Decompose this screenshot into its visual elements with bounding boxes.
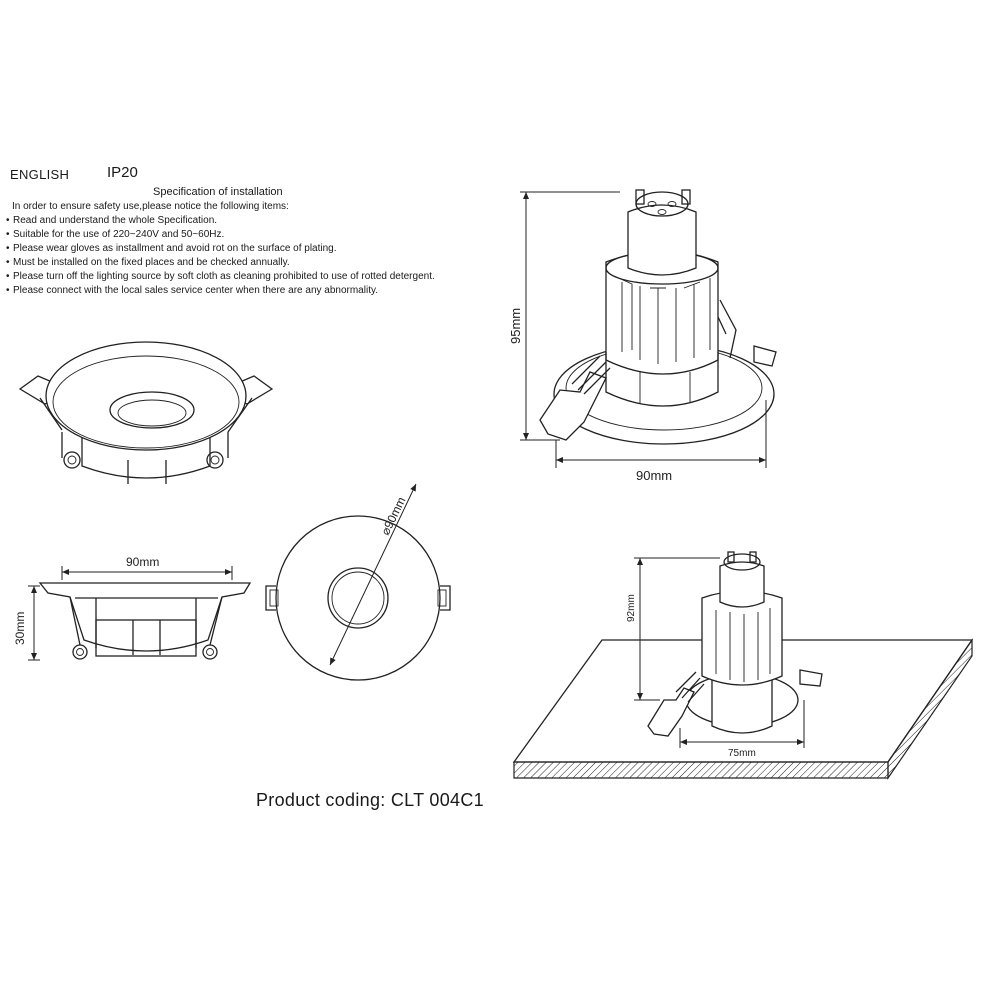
front-height-label: 30mm bbox=[13, 611, 27, 645]
spec-intro: In order to ensure safety use,please notice the following items: bbox=[12, 201, 289, 212]
language-label: ENGLISH bbox=[10, 167, 70, 182]
spec-item: • Please turn off the lighting source by soft cloth as cleaning prohibited to use of rotted detergent. bbox=[6, 270, 435, 284]
spec-item: • Suitable for the use of 220~240V and 50~60Hz. bbox=[6, 228, 435, 242]
ceiling-section bbox=[514, 762, 888, 778]
cutout-label: 75mm bbox=[728, 748, 756, 759]
installed-ceiling-view bbox=[514, 552, 972, 778]
lamp-width-label: 90mm bbox=[636, 468, 673, 483]
product-coding: Product coding: CLT 004C1 bbox=[256, 790, 484, 810]
fitting-top-view bbox=[266, 484, 450, 680]
front-width-label: 90mm bbox=[126, 555, 160, 569]
top-view-flange bbox=[276, 516, 440, 680]
spring-clip-right bbox=[754, 346, 776, 366]
flange-ring bbox=[46, 342, 246, 450]
fitting-front-view bbox=[28, 566, 250, 660]
ip-rating: IP20 bbox=[107, 164, 138, 181]
fitting-with-lamp-view bbox=[520, 190, 776, 468]
lamp-height-label: 95mm bbox=[508, 307, 523, 344]
diameter-label: ⌀90mm bbox=[378, 494, 409, 538]
spec-item: • Read and understand the whole Specification. bbox=[6, 214, 435, 228]
spec-title: Specification of installation bbox=[153, 186, 283, 198]
installed-height-label: 92mm bbox=[626, 594, 637, 622]
spec-item: • Please wear gloves as installment and avoid rot on the surface of plating. bbox=[6, 242, 435, 256]
lamp-socket bbox=[720, 562, 764, 607]
fitting-perspective-view bbox=[20, 342, 272, 484]
spec-item: • Must be installed on the fixed places and be checked annually. bbox=[6, 256, 435, 270]
spec-item: • Please connect with the local sales service center when there are any abnormality. bbox=[6, 284, 435, 298]
